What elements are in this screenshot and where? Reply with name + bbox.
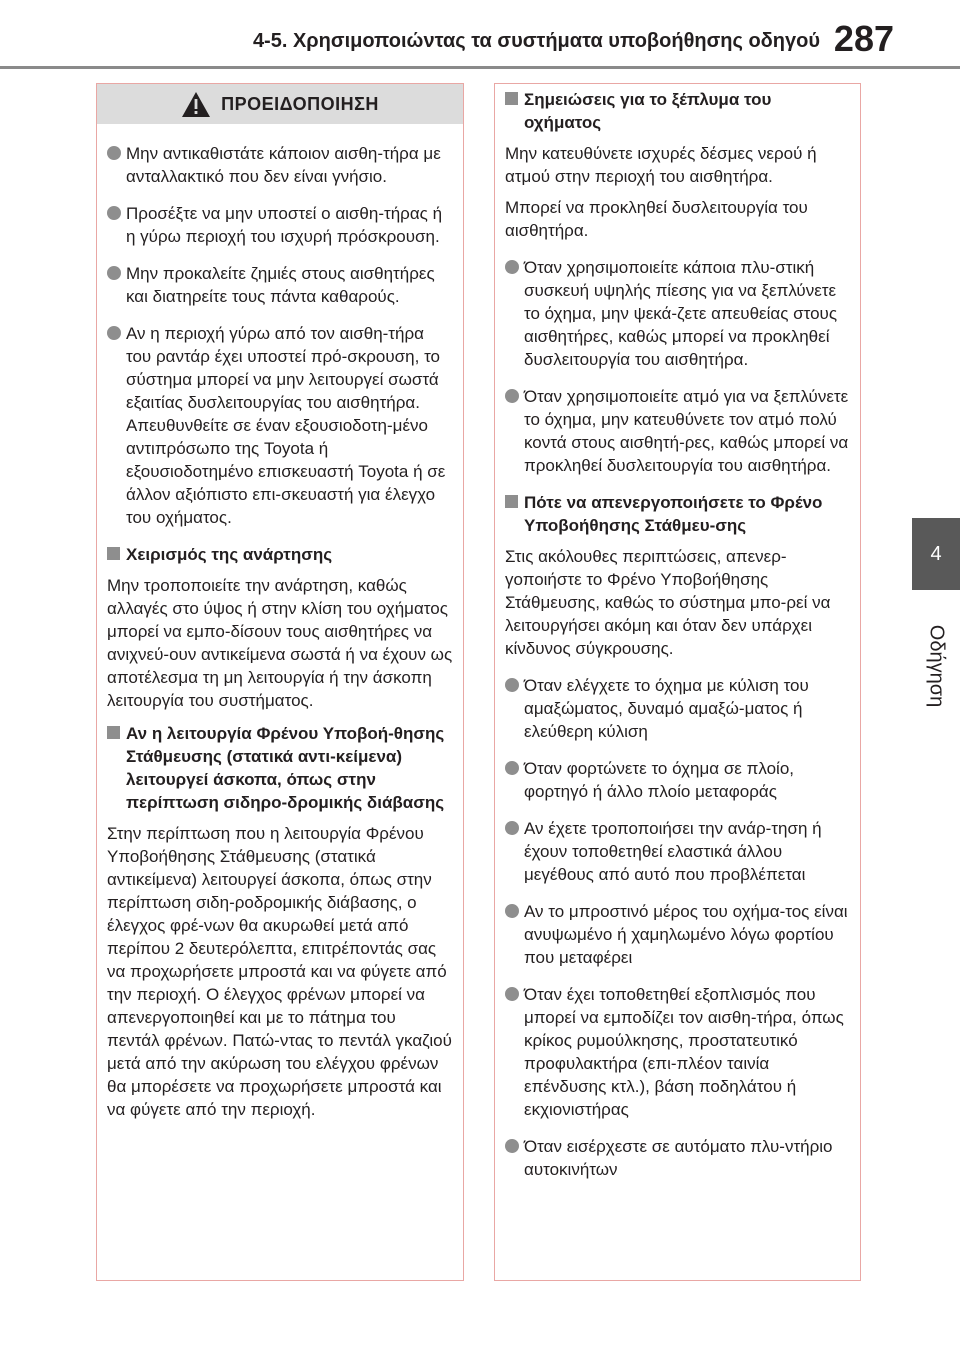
disable-item: Όταν εισέρχεστε σε αυτόματο πλυ-ντήριο αυτοκινήτων — [505, 1135, 850, 1181]
disable-item: Όταν ελέγχετε το όχημα με κύλιση του αμαξώματος, δυναμό αμαξώ-ματος ή ελεύθερη κύλιση — [505, 674, 850, 743]
wash-item: Όταν χρησιμοποιείτε κάποια πλυ-στική συσκευή υψηλής πίεσης για να ξεπλύνετε το όχημα, μην ψεκά-ζετε απευθείας στους αισθητήρες, καθώς μπορεί να προκληθεί δυσλειτουργία του αισθητήρα. — [505, 256, 850, 371]
right-content — [495, 84, 860, 1181]
warning-triangle-icon — [181, 91, 211, 118]
warning-item: Προσέξτε να μην υποστεί ο αισθη-τήρας ή η γύρω περιοχή του ισχυρή πρόσκρουση. — [107, 202, 453, 248]
wash-item: Όταν χρησιμοποιείτε ατμό για να ξεπλύνετε το όχημα, μην κατευθύνετε τον ατμό πολύ κοντά στους αισθητή-ρες, καθώς μπορεί να προκληθεί δυσλειτουργία του αισθητήρα. — [505, 385, 850, 477]
wash-paragraph: Μπορεί να προκληθεί δυσλειτουργία του αισθητήρα. — [505, 198, 808, 240]
section-title: 4-5. Χρησιμοποιώντας τα συστήματα υποβοήθησης οδηγού — [252, 30, 820, 52]
chapter-label-text: Οδήγηση — [925, 624, 948, 708]
warning-item: Αν η περιοχή γύρω από τον αισθη-τήρα του ραντάρ έχει υποστεί πρό-σκρουση, το σύστημα μπορεί να μην λειτουργεί σωστά εξαιτίας δυσλειτουργίας του αισθητήρα. Απευθυνθείτε σε έναν εξουσιοδοτη-μένο αντιπρόσωπο της Toyota ή εξουσιοδοτημένο επισκευαστή Toyota ή σε άλλον αξιόπιστο επι-σκευαστή για έλεγχο του οχήματος. — [107, 322, 453, 529]
warning-header — [97, 84, 463, 124]
railway-text: Στην περίπτωση που η λειτουργία Φρένου Υποβοήθησης Στάθμευσης (στατικά αντικείμενα) λειτουργεί άσκοπα, όπως στην περίπτωση σιδη-ροδρομικής διάβασης, ο έλεγχος φρέ-νων θα ακυρωθεί μετά από περίπου 2 δευτερόλεπτα, επιτρέποντάς σας να προχωρήσετε μπροστά και να φύγετε από την περιοχή. Ο έλεγχος φρένων μπορεί να απενεργοποιηθεί και με το πάτημα του πεντάλ φρένων. Πατώ-ντας το πεντάλ γκαζιού μετά από την ακύρωση του ελέγχου φρένων θα μπορέσετε να προχωρήσετε μπροστά και να φύγετε από την περιοχή. — [107, 824, 452, 1119]
wash-heading: Σημειώσεις για το ξέπλυμα του οχήματος — [505, 88, 850, 134]
disable-item: Αν έχετε τροποποιήσει την ανάρ-τηση ή έχουν τοποθετηθεί ελαστικά άλλου μεγέθους από αυτό που προβλέπεται — [505, 817, 850, 886]
warning-item: Μην αντικαθιστάτε κάποιον αισθη-τήρα με ανταλλακτικό που δεν είναι γνήσιο. — [107, 142, 453, 188]
suspension-text: Μην τροποποιείτε την ανάρτηση, καθώς αλλαγές στο ύψος ή στην κλίση του οχήματος μπορεί να εμπο-δίσουν τους αισθητήρες να ανιχνεύ-ουν αντικείμενα σωστά ή να έχουν ως αποτέλεσμα τη μη λειτουργία ή την άσκοπη λειτουργία του συστήματος. — [107, 576, 453, 710]
chapter-number: 4 — [930, 542, 942, 565]
left-content — [97, 124, 463, 1121]
chapter-tab — [912, 518, 960, 590]
disable-heading: Πότε να απενεργοποιήσετε το Φρένο Υποβοήθησης Στάθμευ-σης — [505, 491, 850, 537]
warning-title: ΠΡΟΕΙΔΟΠΟΙΗΣΗ — [221, 93, 379, 114]
disable-item: Αν το μπροστινό μέρος του οχήμα-τος είναι ανυψωμένο ή χαμηλωμένο λόγω φορτίου που μεταφέρει — [505, 900, 850, 969]
disable-item: Όταν έχει τοποθετηθεί εξοπλισμός που μπορεί να εμποδίζει τον αισθη-τήρα, όπως κρίκος ρυμούλκησης, προστατευτικό προφυλακτήρα (επι-πλέον ταινία επένδυσης κτλ.), βάση ποδηλάτου ή εκχιονιστήρας — [505, 983, 850, 1121]
page-number: 287 — [833, 18, 894, 59]
suspension-heading: Χειρισμός της ανάρτησης — [107, 543, 453, 566]
chapter-label — [912, 596, 960, 736]
disable-text: Στις ακόλουθες περιπτώσεις, απενερ-γοποιήστε το Φρένο Υποβοήθησης Στάθμευσης, καθώς το σύστημα μπο-ρεί να λειτουργήσει ακόμη και όταν δεν υπάρχει κίνδυνος σύγκρουσης. — [505, 547, 831, 658]
railway-heading: Αν η λειτουργία Φρένου Υποβοή-θησης Στάθμευσης (στατικά αντι-κείμενα) λειτουργεί άσκοπα, όπως στην περίπτωση σιδηρο-δρομικής διάβασης — [107, 722, 453, 814]
right-column — [494, 83, 861, 1281]
disable-item: Όταν φορτώνετε το όχημα σε πλοίο, φορτηγό ή άλλο πλοίο μεταφοράς — [505, 757, 850, 803]
header-divider — [0, 66, 960, 69]
wash-paragraph: Μην κατευθύνετε ισχυρές δέσμες νερού ή ατμού στην περιοχή του αισθητήρα. — [505, 144, 817, 186]
left-column — [96, 83, 464, 1281]
warning-item: Μην προκαλείτε ζημιές στους αισθητήρες και διατηρείτε τους πάντα καθαρούς. — [107, 262, 453, 308]
